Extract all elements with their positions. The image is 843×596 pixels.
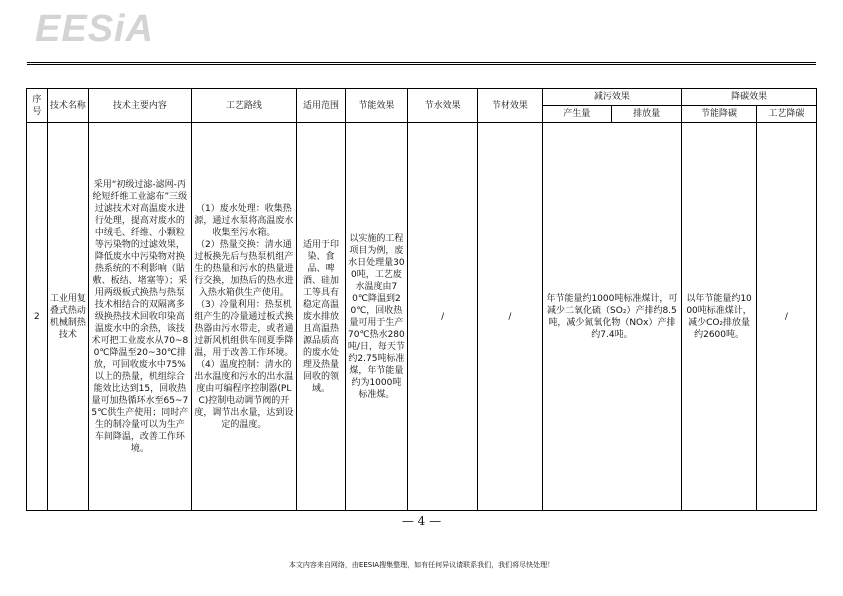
- table-row: [27, 123, 817, 511]
- cell-material: /: [478, 123, 542, 511]
- header-pollution-emit: 排放量: [611, 106, 681, 123]
- header-water: 节水效果: [407, 89, 477, 123]
- header-carbon-energy: 节能降碳: [682, 106, 757, 123]
- technology-table: [26, 88, 817, 511]
- header-scope: 适用范围: [297, 89, 346, 123]
- cell-pollution: 年节能量约1000吨标准煤计，可减少二氧化硫（SO₂）产排约8.5吨，减少氮氧化物（NOx）产排约7.4吨。: [542, 123, 682, 511]
- cell-scope: 适用于印染、食品、啤酒、硅加工等具有稳定高温废水排放且高温热源品质高的废水处理及热量回收的领域。: [297, 123, 346, 511]
- cell-water: /: [407, 123, 477, 511]
- top-rule-2: [27, 64, 816, 65]
- route-step-2: （2）热量交换：清水通过板换先后与热泵机组产生的热量和污水的热量进行交换，加热后的热水进入热水箱供生产使用。: [194, 239, 294, 298]
- header-pollution: 减污效果: [542, 89, 682, 106]
- route-step-4: （4）温度控制：清水的出水温度和污水的出水温度由可编程序控制器(PLC)控制电动调节阀的开度，调节出水量，达到设定的温度。: [194, 359, 294, 430]
- cell-carbon-energy: 以年节能量约1000吨标准煤计，减少CO₂排放量约2600吨。: [682, 123, 757, 511]
- cell-content: 采用“初级过滤-滤网-丙纶短纤维工业滤布”三级过滤技术对高温废水进行处理，提高对废水的中绒毛、纤维、小颗粒等污染物的过滤效果，降低废水中污染物对换热系统的不利影响（貼敷、板结、堵塞等）；采用两级板式换热与热泵技术相结合的双隔离多级换热技术回收印染高温废水中的余热，该技术可把工业废水从70~80℃降温至20~30℃排放，可回收废水中75%以上的热量，机组综合能效比达到15，回收热量可加热循环水至65~75℃供生产使用；同时产生的制冷量可以为生产车间降温，改善工作环境。: [89, 123, 191, 511]
- header-energy: 节能效果: [345, 89, 407, 123]
- header-pollution-produce: 产生量: [542, 106, 611, 123]
- cell-carbon-process: /: [756, 123, 816, 511]
- eesia-logo: EESiA: [35, 8, 155, 50]
- header-carbon: 降碳效果: [682, 89, 817, 106]
- route-step-3: （3）冷量利用：热泵机组产生的冷量通过板式换热器由污水带走，或者通过新风机组供车间夏季降温，用于改善工作环境。: [194, 299, 294, 358]
- header-seq: 序号: [27, 89, 48, 123]
- cell-name: 工业用复叠式热动机械制热技术: [47, 123, 88, 511]
- cell-route: [191, 123, 297, 511]
- header-name: 技术名称: [47, 89, 88, 123]
- source-note: 本文内容来自网络，由EESIA搜集整理，如有任何异议请联系我们，我们将尽快处理！: [288, 561, 555, 569]
- cell-seq: 2: [27, 123, 48, 511]
- header-carbon-process: 工艺降碳: [756, 106, 816, 123]
- top-rule: [27, 62, 816, 63]
- table-header-row-1: [27, 89, 817, 106]
- cell-energy: 以实施的工程项目为例，废水日处理量300吨，工艺废水温度由70℃降温到20℃，回收热量可用于生产70℃热水280吨/日，每天节约2.75吨标准煤，年节能量约为1000吨标准煤。: [345, 123, 407, 511]
- route-step-1: （1）废水处理：收集热源，通过水泵将高温废水收集至污水箱。: [194, 203, 294, 238]
- header-route: 工艺路线: [191, 89, 297, 123]
- header-content: 技术主要内容: [89, 89, 191, 123]
- page-number: — 4 —: [401, 514, 442, 528]
- header-material: 节材效果: [478, 89, 542, 123]
